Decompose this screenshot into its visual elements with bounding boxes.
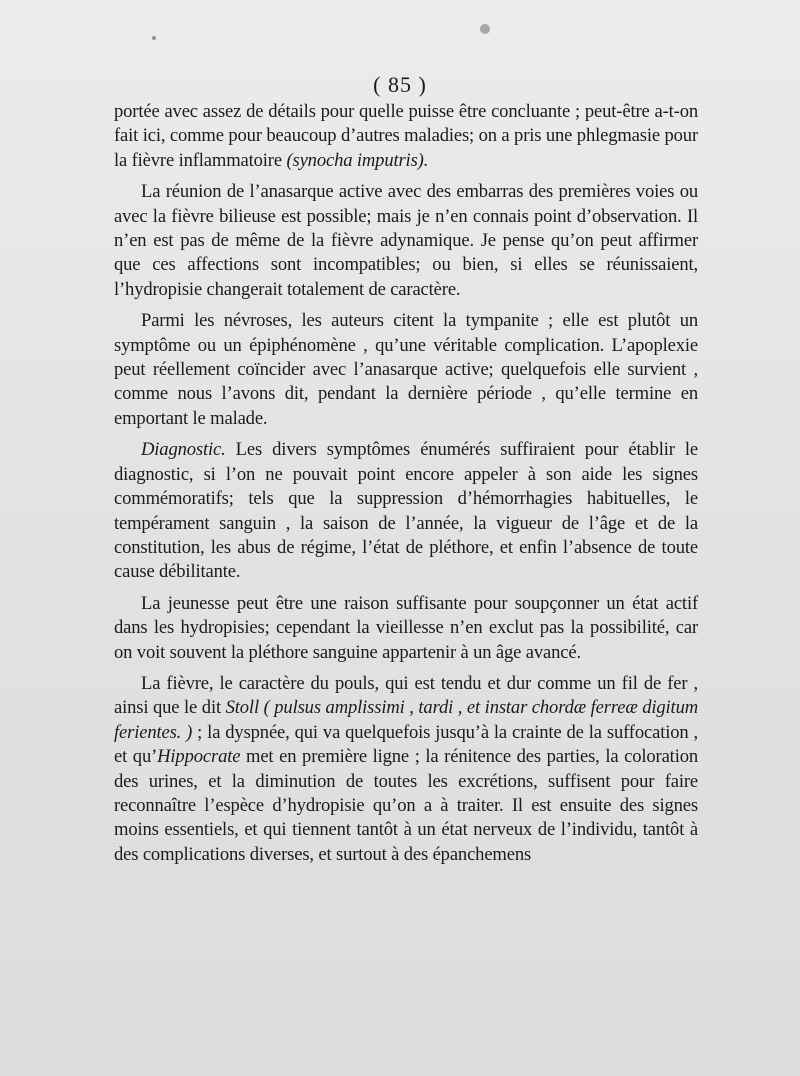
- paragraph: [114, 100, 698, 173]
- text-run: La réunion de l’anasarque active avec des embarras des premières voies ou avec la fièvre bilieuse est possible; mais je n’en connais point d’observation. Il n’en est pas de même de la fièvre adynamique. Je pense qu’on peut affirmer que ces affections sont incompatibles; ou bien, si elles se réunissaient, l’hydropisie changerait totalement de caractère.: [114, 181, 698, 300]
- ink-speck: [152, 36, 156, 40]
- italic-text: Diagnostic.: [141, 439, 226, 461]
- body-text: [114, 100, 698, 874]
- italic-text: (synocha imputris).: [286, 149, 429, 171]
- text-run: ; la dyspnée, qui va quelquefois jusqu’à la crainte de la suffocation , et qu’: [114, 721, 698, 768]
- paragraph: [114, 309, 698, 431]
- ink-smudge: [480, 24, 490, 34]
- paragraph: [114, 180, 698, 302]
- page-number: ( 85 ): [373, 72, 427, 97]
- text-run: La fièvre, le caractère du pouls, qui est tendu et dur comme un fil de fer , ainsi que le dit: [114, 672, 698, 719]
- paragraph: [114, 672, 698, 867]
- paragraph: [114, 438, 698, 584]
- italic-text: Stoll ( pulsus amplissimi , tardi , et instar chordæ ferreæ digitum ferientes. ): [114, 697, 698, 743]
- text-run: portée avec assez de détails pour quelle puisse être concluante ; peut-être a-t-on fait ici, comme pour beaucoup d’autres maladies; on a pris une phlegmasie pour la fièvre inflammatoire: [114, 101, 698, 171]
- text-run: met en première ligne ; la rénitence des parties, la coloration des urines, et la diminution de toutes les excrétions, suffisent pour faire reconnaître l’espèce d’hydropisie qu’on a à traiter. Il est ensuite des signes moins essentiels, et qui tiennent tantôt à un état nerveux de l’individu, tantôt à des complications diverses, et surtout à des épanchemens: [114, 746, 698, 865]
- paragraph: [114, 592, 698, 665]
- text-run: Les divers symptômes énumérés suffiraient pour établir le diagnostic, si l’on ne pouvait point encore appeler à son aide les signes commémoratifs; tels que la suppression d’hémorrhagies habituelles, le tempérament sanguin , la saison de l’année, la vigueur de l’âge et de la constitution, les abus de régime, l’état de pléthore, et enfin l’absence de toute cause débilitante.: [114, 439, 698, 583]
- text-run: La jeunesse peut être une raison suffisante pour soupçonner un état actif dans les hydropisies; cependant la vieillesse n’en exclut pas la possibilité, car on voit souvent la pléthore sanguine appartenir à un âge avancé.: [114, 592, 698, 663]
- italic-text: Hippocrate: [157, 746, 241, 768]
- text-run: Parmi les névroses, les auteurs citent la tympanite ; elle est plutôt un symptôme ou un épiphénomène , qu’une véritable complication. L’apoplexie peut réellement coïncider avec l’anasarque active; quelquefois elle survient , comme nous l’avons dit, pendant la dernière période , qu’elle termine en emportant le malade.: [114, 310, 698, 429]
